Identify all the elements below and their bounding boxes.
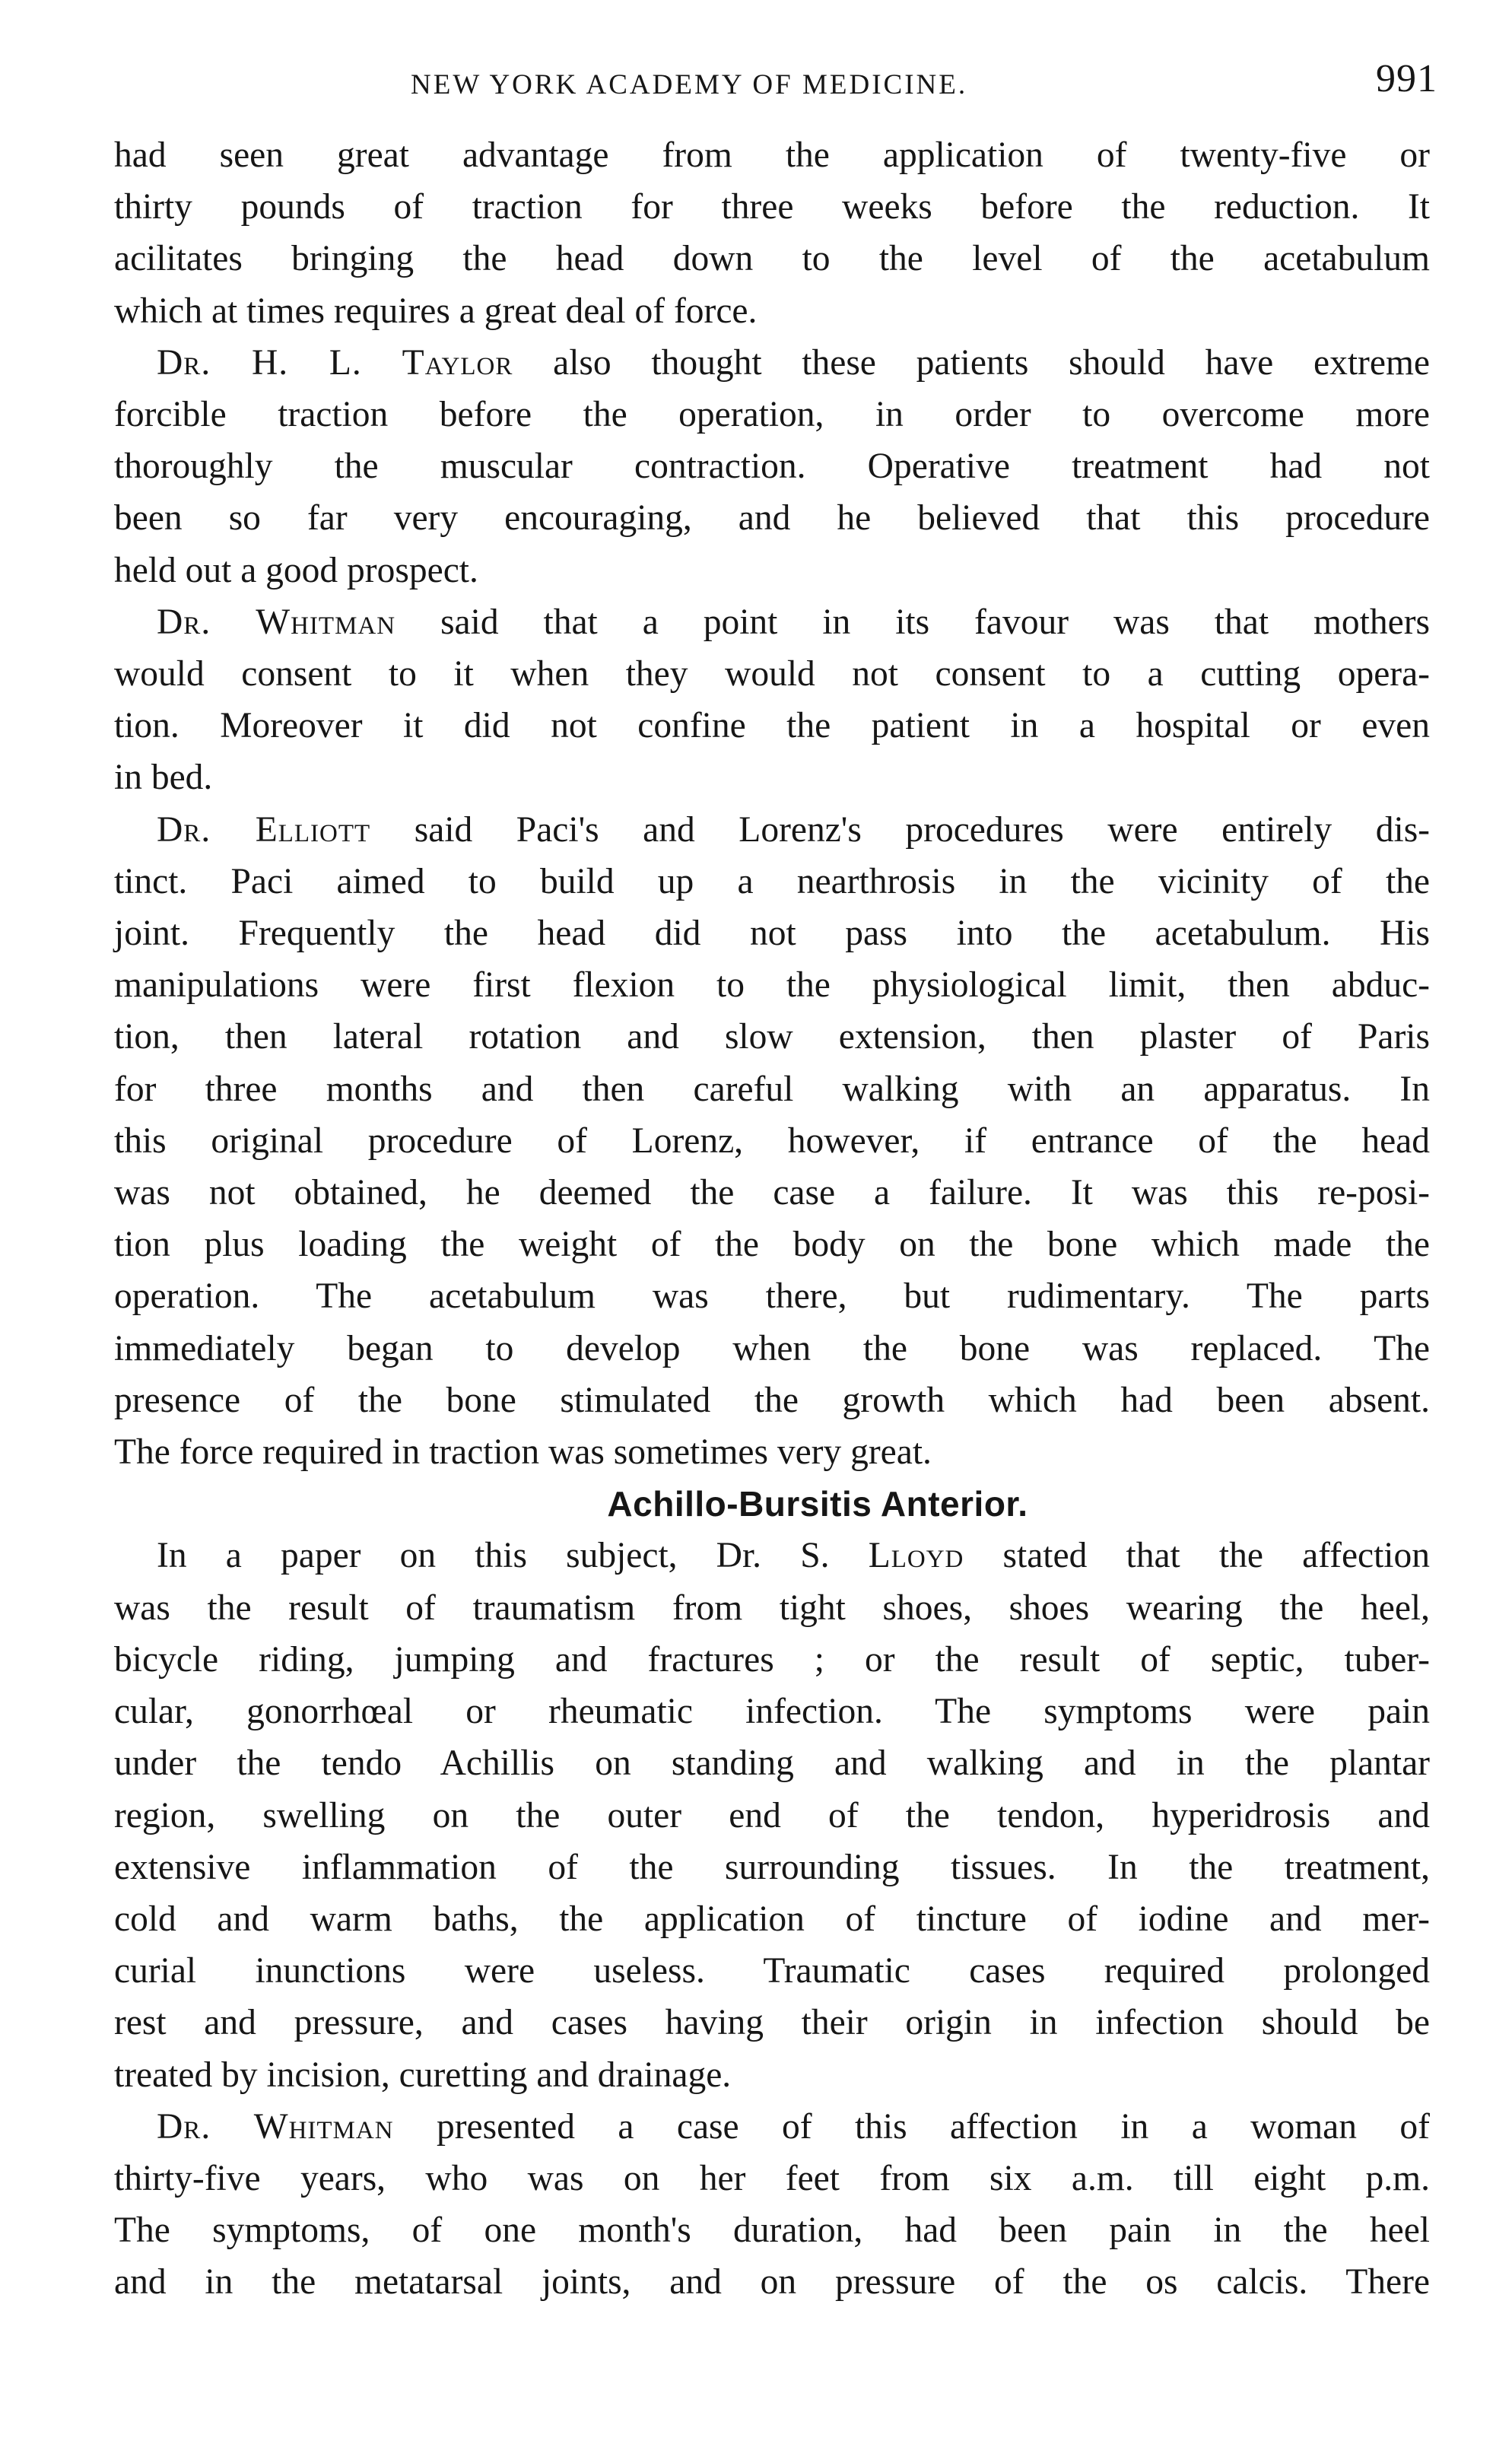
text-line: thirty-five years, who was on her feet from six a.m. till eight p.m. <box>114 2158 1430 2198</box>
running-header <box>114 46 1437 129</box>
text-line: tion. Moreover it did not confine the patient in a hospital or even <box>114 706 1430 746</box>
running-title: NEW YORK ACADEMY OF MEDICINE. <box>411 69 968 100</box>
text-run: presented a case of this affection in a woman of <box>436 2106 1430 2147</box>
text-line: rest and pressure, and cases having their origin in infection should be <box>114 2003 1430 2043</box>
text-line: which at times requires a great deal of force. <box>114 291 758 331</box>
speaker-name: Dr. Whitman <box>157 2106 394 2147</box>
text-line: tion, then lateral rotation and slow extension, then plaster of Paris <box>114 1017 1430 1057</box>
text-line: bicycle riding, jumping and fractures ; or the result of septic, tuber- <box>114 1639 1430 1680</box>
text-line: held out a good prospect. <box>114 550 478 590</box>
paragraph <box>114 129 1430 337</box>
text-line: been so far very encouraging, and he believed that this procedure <box>114 498 1430 539</box>
text-line: The force required in traction was sometimes very great. <box>114 1432 932 1473</box>
page-number: 991 <box>1376 57 1437 100</box>
text-line: in bed. <box>114 758 213 798</box>
text-line: tinct. Paci aimed to build up a nearthrosis in the vicinity of the <box>114 861 1430 901</box>
text-run: said Paci's and Lorenz's procedures were entirely dis- <box>414 809 1430 850</box>
text-run: said that a point in its favour was that mothers <box>440 602 1431 642</box>
body-text <box>114 129 1430 2309</box>
text-line: immediately began to develop when the bone was replaced. The <box>114 1328 1430 1368</box>
paragraph <box>114 804 1430 1479</box>
text-run: In a paper on this subject, Dr. S. <box>157 1536 830 1576</box>
text-line: acilitates bringing the head down to the level of the acetabulum <box>114 239 1430 279</box>
text-line: region, swelling on the outer end of the tendon, hyperidrosis and <box>114 1795 1430 1835</box>
section-heading: Achillo-Bursitis Anterior. <box>607 1484 1028 1524</box>
text-line: forcible traction before the operation, in order to overcome more <box>114 395 1430 435</box>
text-run: stated that the affection <box>1002 1536 1430 1576</box>
text-line: had seen great advantage from the application of twenty-five or <box>114 135 1430 175</box>
paragraph <box>114 596 1430 804</box>
text-line <box>114 337 1430 389</box>
text-line: cold and warm baths, the application of tincture of iodine and mer- <box>114 1899 1430 1939</box>
speaker-name: Lloyd <box>868 1536 964 1576</box>
paragraph <box>114 337 1430 596</box>
text-line: joint. Frequently the head did not pass into the acetabulum. His <box>114 914 1430 954</box>
text-line: was the result of traumatism from tight shoes, shoes wearing the heel, <box>114 1587 1430 1628</box>
paragraph <box>114 1530 1430 2100</box>
speaker-name: Dr. Elliott <box>157 809 371 850</box>
text-line: this original procedure of Lorenz, however, if entrance of the head <box>114 1120 1430 1161</box>
text-line: would consent to it when they would not consent to a cutting opera- <box>114 654 1430 694</box>
text-line: presence of the bone stimulated the growth which had been absent. <box>114 1380 1430 1420</box>
text-line: under the tendo Achillis on standing and walking and in the plantar <box>114 1743 1430 1784</box>
text-line <box>114 596 1430 648</box>
text-line: thirty pounds of traction for three weeks before the reduction. It <box>114 187 1430 227</box>
speaker-name: Dr. Whitman <box>157 602 396 642</box>
text-line <box>114 1530 1430 1581</box>
text-line: operation. The acetabulum was there, but rudimentary. The parts <box>114 1276 1430 1317</box>
text-line <box>114 2101 1430 2153</box>
text-line: treated by incision, curetting and drainage. <box>114 2055 732 2095</box>
text-line: thoroughly the muscular contraction. Operative treatment had not <box>114 447 1430 487</box>
text-line: curial inunctions were useless. Traumatic cases required prolonged <box>114 1951 1430 1991</box>
text-line: and in the metatarsal joints, and on pressure of the os calcis. There <box>114 2262 1430 2303</box>
text-line: tion plus loading the weight of the body on the bone which made the <box>114 1225 1430 1265</box>
text-line <box>114 804 1430 856</box>
text-line: extensive inflammation of the surrounding tissues. In the treatment, <box>114 1847 1430 1887</box>
text-line: was not obtained, he deemed the case a failure. It was this re-posi- <box>114 1173 1430 1213</box>
text-run: also thought these patients should have extreme <box>553 342 1430 383</box>
text-line: The symptoms, of one month's duration, had been pain in the heel <box>114 2210 1430 2251</box>
speaker-name: Dr. H. L. Taylor <box>157 342 513 383</box>
text-line: for three months and then careful walking with an apparatus. In <box>114 1069 1430 1109</box>
document-page <box>114 46 1437 2309</box>
text-line: cular, gonorrhœal or rheumatic infection. The symptoms were pain <box>114 1692 1430 1732</box>
paragraph <box>114 2101 1430 2309</box>
text-line: manipulations were first flexion to the physiological limit, then abduc- <box>114 965 1430 1006</box>
